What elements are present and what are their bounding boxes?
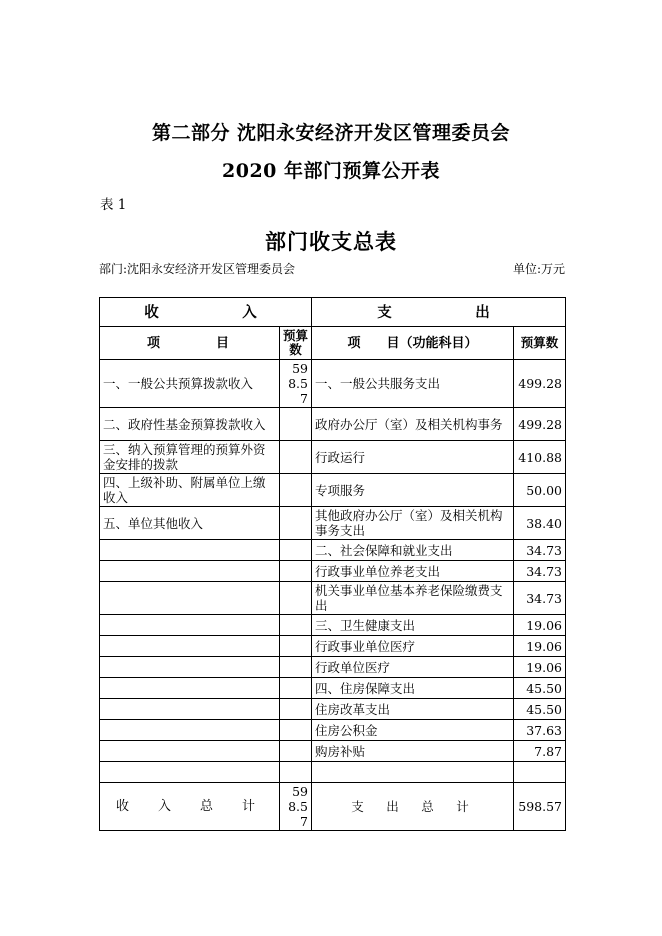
table-total-row [100,783,566,831]
expenditure-item-label: 行政事业单位养老支出 [312,561,514,582]
expenditure-item-amount: 19.06 [514,657,566,678]
table-row [100,540,566,561]
income-total-label: 收 入 总 计 [100,783,280,831]
expenditure-item-amount: 50.00 [514,474,566,507]
column-header-income-item: 项 目 [100,327,280,360]
table-title: 部门收支总表 [265,229,397,254]
expenditure-item-amount [514,762,566,783]
table-row [100,582,566,615]
income-item-amount [280,657,312,678]
expenditure-item-label: 一、一般公共服务支出 [312,360,514,408]
income-item-label [100,699,280,720]
expenditure-item-amount: 34.73 [514,561,566,582]
income-item-amount [280,540,312,561]
income-item-amount [280,636,312,657]
section-header-expenditure: 支 出 [312,298,566,327]
column-header-expenditure-item: 项 目（功能科目） [312,327,514,360]
income-item-label: 三、纳入预算管理的预算外资金安排的拨款 [100,441,280,474]
expenditure-item-label: 政府办公厅（室）及相关机构事务 [312,408,514,441]
sheet-number: 表 1 [100,197,127,213]
income-item-amount [280,762,312,783]
table-row [100,615,566,636]
section-header-row [100,298,566,327]
income-item-amount [280,408,312,441]
expenditure-item-label: 二、社会保障和就业支出 [312,540,514,561]
expenditure-item-amount: 38.40 [514,507,566,540]
table-row [100,474,566,507]
table-row [100,636,566,657]
column-header-row [100,327,566,360]
table-row [100,699,566,720]
document-heading-line1: 第二部分 沈阳永安经济开发区管理委员会 [151,122,511,144]
column-header-income-amount: 预算数 [280,327,312,360]
income-item-amount [280,720,312,741]
income-item-label [100,540,280,561]
income-item-amount [280,474,312,507]
table-meta-line [99,261,565,278]
income-item-label [100,582,280,615]
table-row [100,441,566,474]
income-total-amount: 598.57 [280,783,312,831]
column-header-expenditure-amount: 预算数 [514,327,566,360]
expenditure-item-label: 行政事业单位医疗 [312,636,514,657]
expenditure-item-label: 行政单位医疗 [312,657,514,678]
table-row [100,720,566,741]
income-item-label [100,741,280,762]
table-row [100,507,566,540]
income-item-amount [280,441,312,474]
income-item-amount [280,741,312,762]
expenditure-item-amount: 19.06 [514,615,566,636]
income-item-label [100,762,280,783]
expenditure-item-label: 其他政府办公厅（室）及相关机构事务支出 [312,507,514,540]
expenditure-item-label: 住房公积金 [312,720,514,741]
income-item-amount [280,615,312,636]
expenditure-item-label: 购房补贴 [312,741,514,762]
expenditure-item-label: 住房改革支出 [312,699,514,720]
expenditure-item-label: 行政运行 [312,441,514,474]
expenditure-item-amount: 7.87 [514,741,566,762]
expenditure-item-amount: 34.73 [514,540,566,561]
income-item-amount: 598.57 [280,360,312,408]
department-label: 部门:沈阳永安经济开发区管理委员会 [99,262,296,276]
income-item-amount [280,582,312,615]
income-item-amount [280,678,312,699]
unit-label: 单位:万元 [512,262,565,276]
expenditure-item-amount: 499.28 [514,408,566,441]
expenditure-item-label [312,762,514,783]
income-item-label: 一、一般公共预算拨款收入 [100,360,280,408]
expenditure-item-amount: 45.50 [514,699,566,720]
income-item-label: 四、上级补助、附属单位上缴收入 [100,474,280,507]
income-item-amount [280,561,312,582]
table-row [100,657,566,678]
expenditure-total-label: 支 出 总 计 [312,783,514,831]
expenditure-item-amount: 19.06 [514,636,566,657]
income-item-label [100,657,280,678]
income-item-label [100,720,280,741]
document-heading-line2: 2020 年部门预算公开表 [222,160,440,182]
income-item-label [100,636,280,657]
expenditure-item-amount: 34.73 [514,582,566,615]
budget-summary-table [99,297,566,831]
expenditure-total-amount: 598.57 [514,783,566,831]
table-row [100,678,566,699]
expenditure-item-amount: 410.88 [514,441,566,474]
income-item-label: 五、单位其他收入 [100,507,280,540]
table-row [100,408,566,441]
income-item-label: 二、政府性基金预算拨款收入 [100,408,280,441]
income-item-label [100,615,280,636]
expenditure-item-label: 三、卫生健康支出 [312,615,514,636]
table-row [100,741,566,762]
income-item-amount [280,507,312,540]
expenditure-item-label: 四、住房保障支出 [312,678,514,699]
table-row [100,762,566,783]
expenditure-item-label: 专项服务 [312,474,514,507]
budget-table-body [100,298,566,831]
expenditure-item-amount: 499.28 [514,360,566,408]
table-row [100,360,566,408]
expenditure-item-amount: 45.50 [514,678,566,699]
expenditure-item-amount: 37.63 [514,720,566,741]
income-item-label [100,561,280,582]
section-header-income: 收 入 [100,298,312,327]
expenditure-item-label: 机关事业单位基本养老保险缴费支出 [312,582,514,615]
income-item-label [100,678,280,699]
table-row [100,561,566,582]
income-item-amount [280,699,312,720]
